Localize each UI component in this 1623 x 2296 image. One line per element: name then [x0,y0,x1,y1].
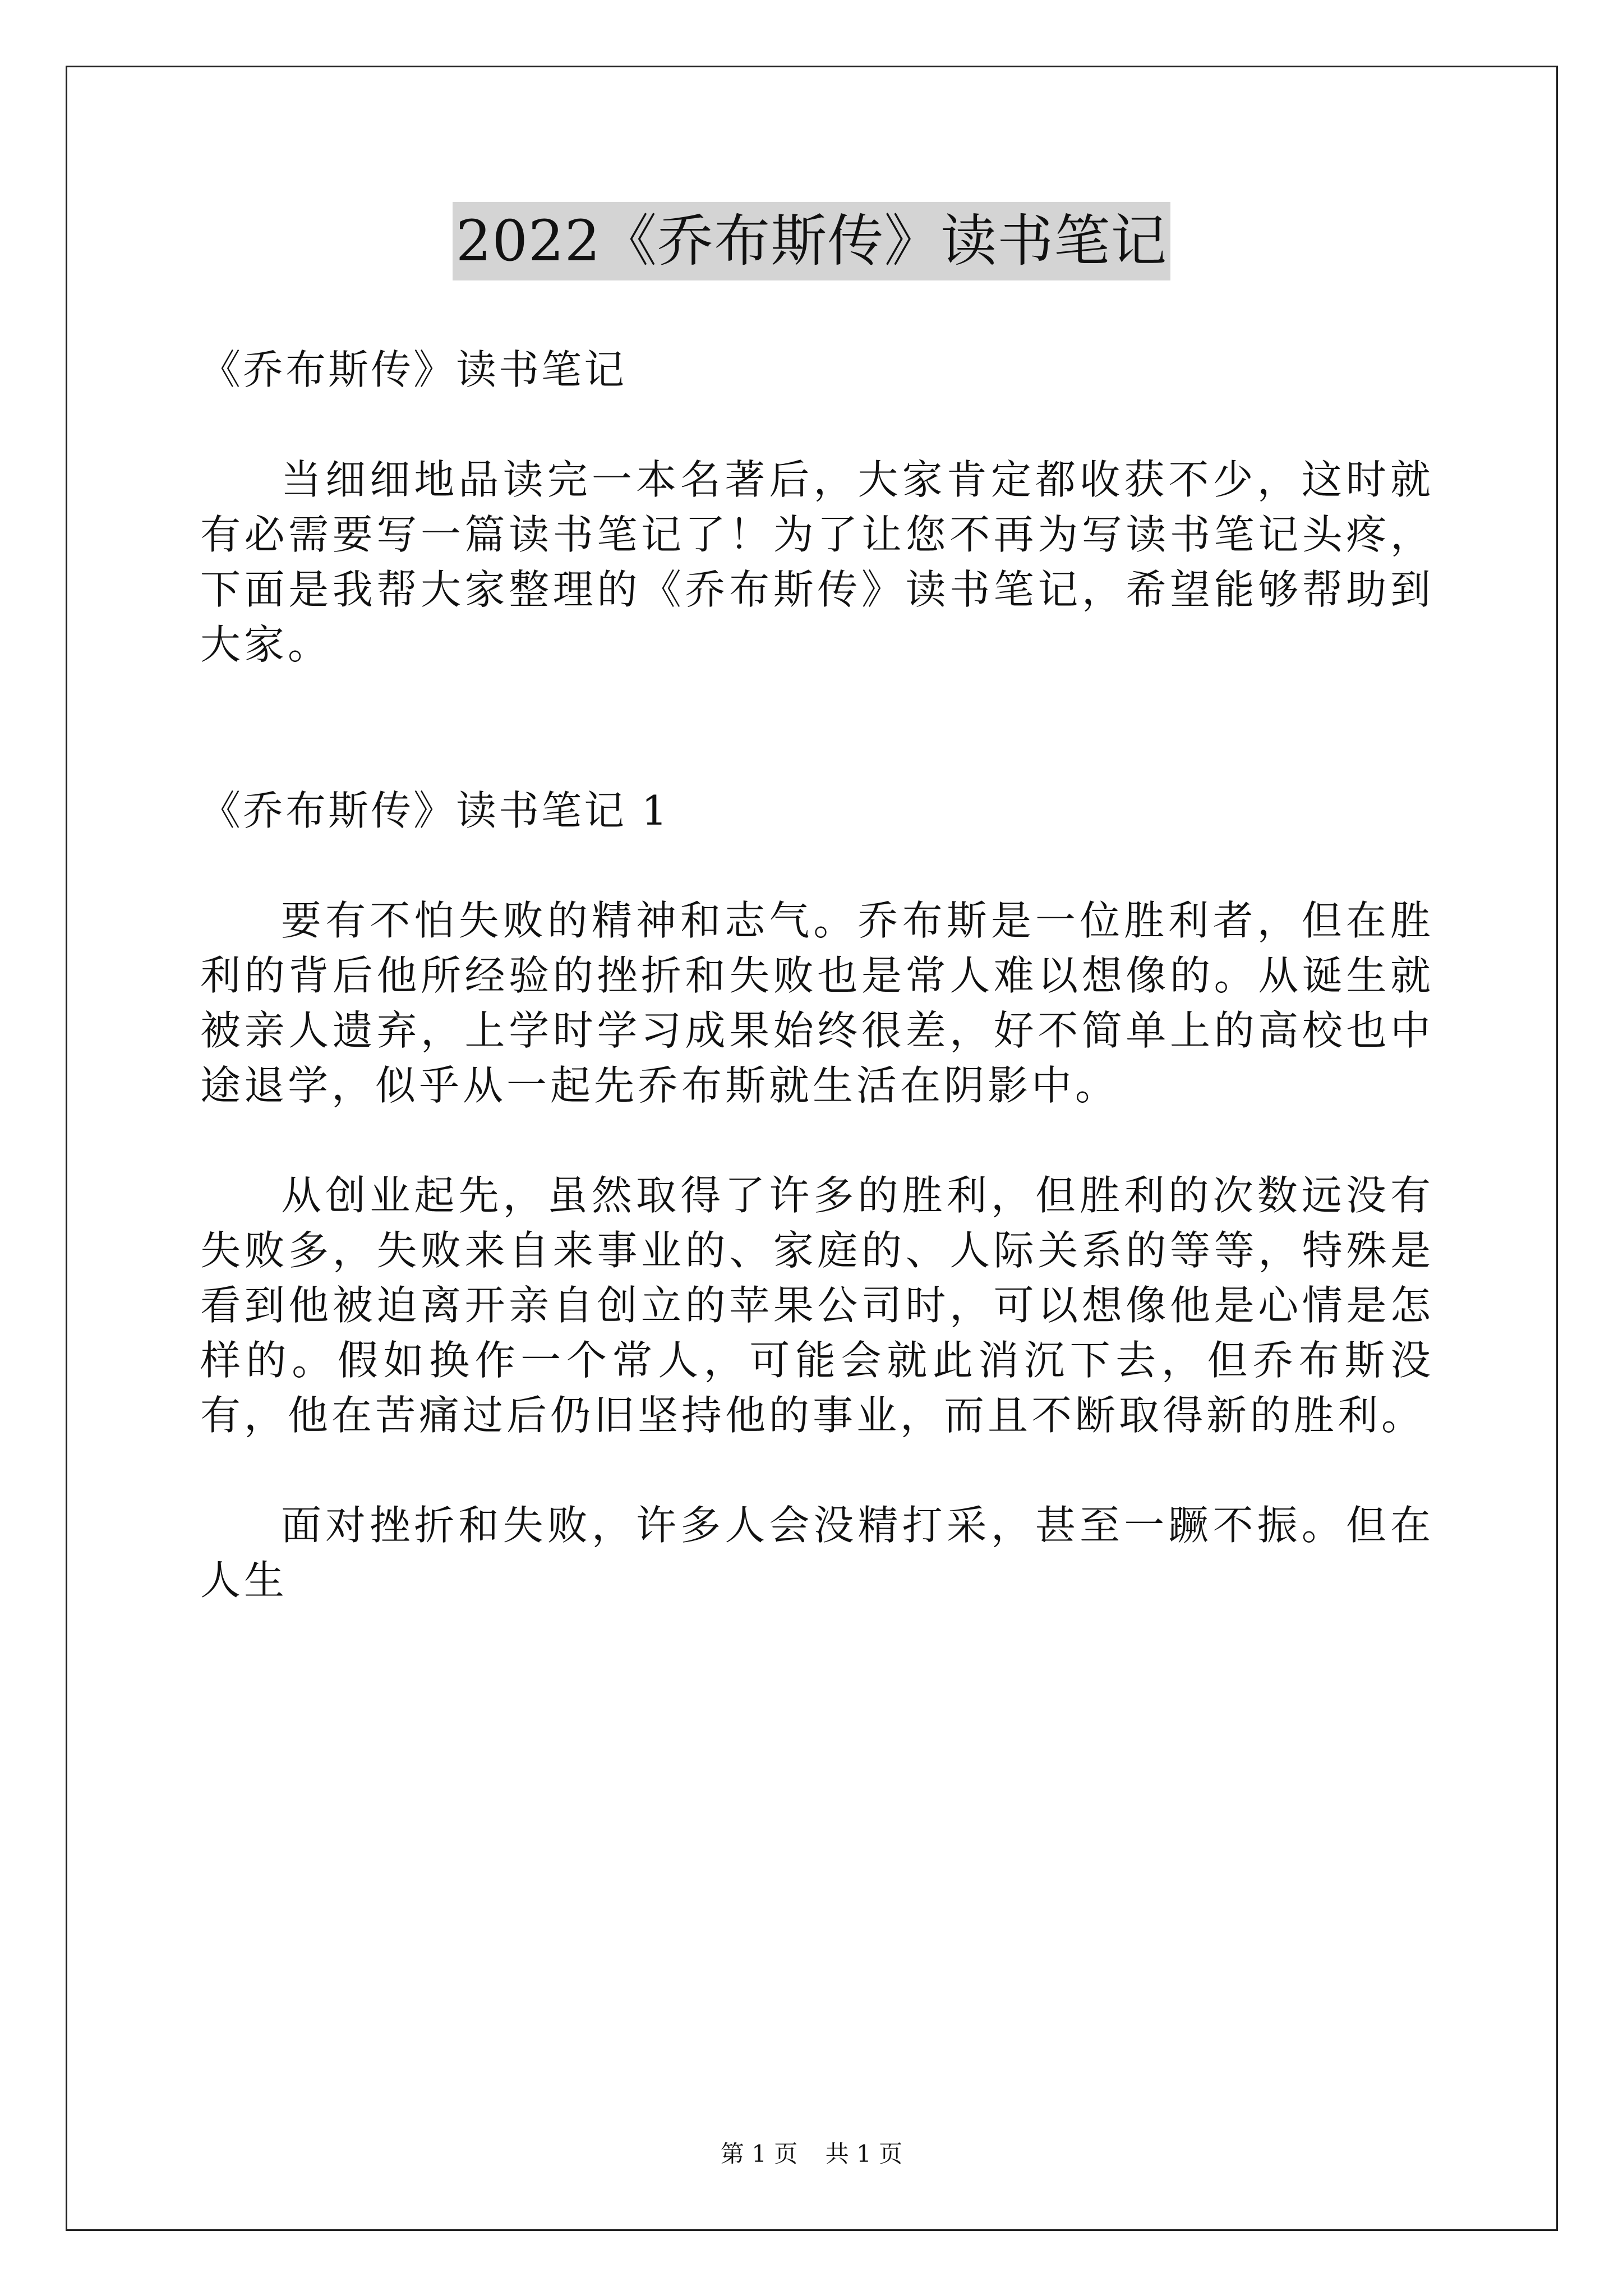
document-body [200,342,1434,1663]
section1-paragraph-3: 面对挫折和失败，许多人会没精打采，甚至一蹶不振。但在人生 [200,1502,1434,1604]
title-container [0,202,1623,280]
section1-paragraph-1: 要有不怕失败的精神和志气。乔布斯是一位胜利者，但在胜利的背后他所经验的挫折和失败也是常人难以想像的。从诞生就被亲人遗弃，上学时学习成果始终很差，好不简单上的高校也中途退学，似乎从一起先乔布斯就生活在阴影中。 [200,897,1434,1109]
section1-paragraph-2: 从创业起先，虽然取得了许多的胜利，但胜利的次数远没有失败多，失败来自来事业的、家庭的、人际关系的等等，特殊是看到他被迫离开亲自创立的苹果公司时，可以想像他是心情是怎样的。假如换作一个常人，可能会就此消沉下去，但乔布斯没有，他在苦痛过后仍旧坚持他的事业，而且不断取得新的胜利。 [200,1172,1434,1439]
page-total: 共 1 页 [825,2140,903,2168]
section1-heading: 《乔布斯传》读书笔记 1 [200,787,670,834]
intro-heading: 《乔布斯传》读书笔记 [200,346,627,393]
page-number: 第 1 页 [720,2140,798,2168]
document-title: 2022《乔布斯传》读书笔记 [453,202,1171,280]
section-spacer [200,727,1434,783]
intro-paragraph: 当细细地品读完一本名著后，大家肯定都收获不少，这时就有必需要写一篇读书笔记了！为了让您不再为写读书笔记头疼，下面是我帮大家整理的《乔布斯传》读书笔记，希望能够帮助到大家。 [200,456,1434,668]
page-footer [0,2137,1623,2171]
